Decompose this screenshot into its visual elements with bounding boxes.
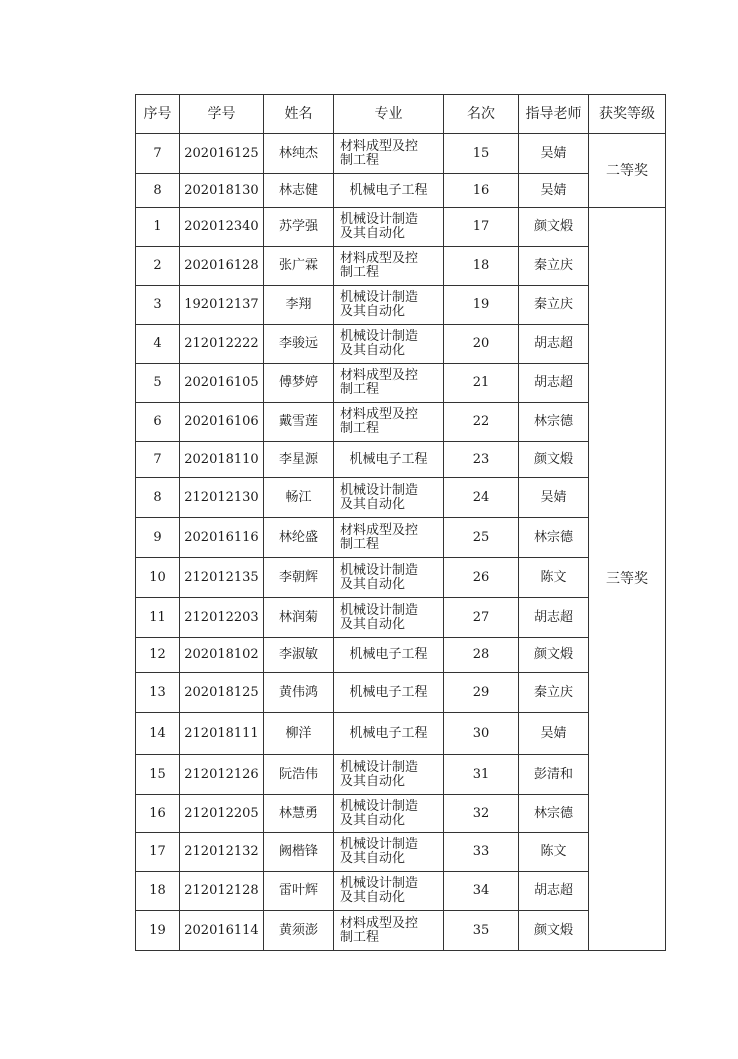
cell-student-id: 212012132: [180, 833, 264, 872]
table-row: [136, 134, 666, 174]
major-line: 材料成型及控: [340, 407, 419, 422]
cell-student-id: 202018110: [180, 442, 264, 478]
cell-student-id: 212018111: [180, 713, 264, 755]
cell-major: [334, 247, 444, 286]
cell-rank: 24: [444, 478, 519, 518]
major-line: 机械电子工程: [349, 647, 428, 662]
cell-rank: 19: [444, 286, 519, 325]
table-row: [136, 286, 666, 325]
cell-name: 李淑敏: [264, 638, 334, 673]
cell-name: 黄伟鸿: [264, 673, 334, 713]
cell-major: [334, 442, 444, 478]
cell-seq: 11: [136, 598, 180, 638]
cell-rank: 29: [444, 673, 519, 713]
cell-name: 阙楷锋: [264, 833, 334, 872]
cell-advisor: 胡志超: [519, 872, 589, 911]
major-line: 制工程: [340, 421, 380, 436]
major-line: 机械电子工程: [349, 684, 428, 700]
cell-name: 李朝辉: [264, 558, 334, 598]
cell-student-id: 202016114: [180, 911, 264, 951]
cell-rank: 16: [444, 174, 519, 208]
cell-advisor: 胡志超: [519, 325, 589, 364]
major-line: 及其自动化: [340, 343, 406, 358]
cell-advisor: 秦立庆: [519, 673, 589, 713]
cell-student-id: 212012128: [180, 872, 264, 911]
major-line: 制工程: [340, 265, 380, 280]
cell-rank: 20: [444, 325, 519, 364]
major-line: 机械设计制造: [340, 837, 419, 852]
major-line: 机械设计制造: [340, 562, 419, 578]
cell-name: 林润菊: [264, 598, 334, 638]
table-row: [136, 518, 666, 558]
major-line: 机械设计制造: [340, 876, 419, 891]
cell-major: [334, 558, 444, 598]
major-line: 及其自动化: [340, 616, 406, 632]
table-row: [136, 755, 666, 795]
table-row: [136, 713, 666, 755]
table-row: [136, 872, 666, 911]
cell-seq: 9: [136, 518, 180, 558]
cell-rank: 25: [444, 518, 519, 558]
cell-rank: 27: [444, 598, 519, 638]
major-line: 制工程: [340, 152, 380, 168]
table-body: [136, 134, 666, 951]
cell-major: [334, 134, 444, 174]
header-major: 专业: [334, 95, 444, 134]
cell-student-id: 202016116: [180, 518, 264, 558]
cell-seq: 1: [136, 208, 180, 247]
cell-seq: 2: [136, 247, 180, 286]
table-row: [136, 364, 666, 403]
cell-student-id: 192012137: [180, 286, 264, 325]
table-row: [136, 833, 666, 872]
award-table: [135, 94, 666, 951]
cell-name: 雷叶辉: [264, 872, 334, 911]
major-line: 机械设计制造: [340, 482, 419, 498]
cell-seq: 12: [136, 638, 180, 673]
cell-advisor: 颜文煅: [519, 638, 589, 673]
table-row: [136, 558, 666, 598]
cell-rank: 33: [444, 833, 519, 872]
cell-seq: 4: [136, 325, 180, 364]
cell-advisor: 颜文煅: [519, 442, 589, 478]
cell-student-id: 202016105: [180, 364, 264, 403]
cell-major: [334, 673, 444, 713]
cell-student-id: 202016128: [180, 247, 264, 286]
table-row: [136, 478, 666, 518]
cell-major: [334, 713, 444, 755]
cell-major: [334, 403, 444, 442]
cell-rank: 22: [444, 403, 519, 442]
cell-seq: 13: [136, 673, 180, 713]
major-line: 及其自动化: [340, 773, 406, 789]
major-line: 机械设计制造: [340, 290, 419, 305]
cell-seq: 18: [136, 872, 180, 911]
table-row: [136, 638, 666, 673]
cell-name: 戴雪莲: [264, 403, 334, 442]
cell-student-id: 212012130: [180, 478, 264, 518]
major-line: 机械电子工程: [349, 451, 428, 467]
cell-major: [334, 478, 444, 518]
cell-name: 柳洋: [264, 713, 334, 755]
cell-student-id: 202018102: [180, 638, 264, 673]
cell-seq: 6: [136, 403, 180, 442]
major-line: 材料成型及控: [340, 522, 419, 538]
major-line: 机械设计制造: [340, 798, 419, 814]
cell-advisor: 陈文: [519, 558, 589, 598]
cell-major: [334, 286, 444, 325]
cell-student-id: 202018125: [180, 673, 264, 713]
major-line: 机械电子工程: [349, 182, 428, 198]
cell-advisor: 颜文煅: [519, 911, 589, 951]
cell-rank: 21: [444, 364, 519, 403]
cell-name: 林慧勇: [264, 795, 334, 833]
major-line: 制工程: [340, 929, 380, 945]
cell-advisor: 秦立庆: [519, 286, 589, 325]
header-row: [136, 95, 666, 134]
cell-name: 李骏远: [264, 325, 334, 364]
cell-rank: 18: [444, 247, 519, 286]
cell-award-level: 三等奖: [589, 208, 666, 951]
major-line: 材料成型及控: [340, 251, 419, 266]
cell-major: [334, 364, 444, 403]
cell-advisor: 颜文煅: [519, 208, 589, 247]
cell-rank: 32: [444, 795, 519, 833]
cell-student-id: 202012340: [180, 208, 264, 247]
table-row: [136, 174, 666, 208]
cell-rank: 15: [444, 134, 519, 174]
cell-major: [334, 872, 444, 911]
major-line: 及其自动化: [340, 496, 406, 512]
cell-major: [334, 208, 444, 247]
cell-major: [334, 755, 444, 795]
cell-seq: 7: [136, 134, 180, 174]
cell-seq: 15: [136, 755, 180, 795]
cell-seq: 3: [136, 286, 180, 325]
cell-student-id: 202018130: [180, 174, 264, 208]
table-row: [136, 442, 666, 478]
table-row: [136, 208, 666, 247]
major-line: 制工程: [340, 536, 380, 552]
cell-name: 阮浩伟: [264, 755, 334, 795]
major-line: 及其自动化: [340, 851, 406, 866]
major-line: 及其自动化: [340, 304, 406, 319]
cell-advisor: 林宗德: [519, 403, 589, 442]
table-row: [136, 247, 666, 286]
cell-major: [334, 795, 444, 833]
table-row: [136, 325, 666, 364]
cell-seq: 17: [136, 833, 180, 872]
major-line: 及其自动化: [340, 890, 406, 905]
cell-name: 林纶盛: [264, 518, 334, 558]
cell-advisor: 陈文: [519, 833, 589, 872]
cell-student-id: 202016106: [180, 403, 264, 442]
major-line: 制工程: [340, 382, 380, 397]
cell-advisor: 吴婧: [519, 174, 589, 208]
cell-advisor: 吴婧: [519, 478, 589, 518]
cell-rank: 34: [444, 872, 519, 911]
major-line: 机械设计制造: [340, 759, 419, 775]
cell-advisor: 秦立庆: [519, 247, 589, 286]
table-row: [136, 673, 666, 713]
cell-name: 林志健: [264, 174, 334, 208]
cell-award-level: 二等奖: [589, 134, 666, 208]
cell-name: 李星源: [264, 442, 334, 478]
cell-major: [334, 911, 444, 951]
cell-advisor: 林宗德: [519, 795, 589, 833]
cell-rank: 31: [444, 755, 519, 795]
cell-name: 苏学强: [264, 208, 334, 247]
cell-advisor: 胡志超: [519, 598, 589, 638]
major-line: 材料成型及控: [340, 138, 419, 154]
cell-seq: 7: [136, 442, 180, 478]
cell-rank: 23: [444, 442, 519, 478]
cell-student-id: 212012205: [180, 795, 264, 833]
cell-seq: 19: [136, 911, 180, 951]
cell-seq: 8: [136, 478, 180, 518]
cell-name: 黄须澎: [264, 911, 334, 951]
table-row: [136, 403, 666, 442]
cell-seq: 8: [136, 174, 180, 208]
cell-seq: 5: [136, 364, 180, 403]
cell-student-id: 212012203: [180, 598, 264, 638]
cell-advisor: 林宗德: [519, 518, 589, 558]
major-line: 材料成型及控: [340, 915, 419, 931]
major-line: 及其自动化: [340, 226, 406, 241]
table-row: [136, 795, 666, 833]
cell-rank: 17: [444, 208, 519, 247]
cell-seq: 14: [136, 713, 180, 755]
cell-name: 李翔: [264, 286, 334, 325]
table-row: [136, 598, 666, 638]
cell-rank: 35: [444, 911, 519, 951]
cell-seq: 16: [136, 795, 180, 833]
cell-student-id: 202016125: [180, 134, 264, 174]
header-award-level: 获奖等级: [589, 95, 666, 134]
cell-name: 畅江: [264, 478, 334, 518]
cell-student-id: 212012135: [180, 558, 264, 598]
cell-student-id: 212012222: [180, 325, 264, 364]
header-seq: 序号: [136, 95, 180, 134]
major-line: 机械电子工程: [349, 725, 428, 741]
cell-major: [334, 325, 444, 364]
cell-advisor: 吴婧: [519, 134, 589, 174]
cell-rank: 28: [444, 638, 519, 673]
cell-name: 张广霖: [264, 247, 334, 286]
cell-student-id: 212012126: [180, 755, 264, 795]
cell-name: 林纯杰: [264, 134, 334, 174]
cell-major: [334, 518, 444, 558]
cell-advisor: 彭清和: [519, 755, 589, 795]
major-line: 机械设计制造: [340, 602, 419, 618]
header-student-id: 学号: [180, 95, 264, 134]
major-line: 及其自动化: [340, 812, 406, 828]
cell-major: [334, 833, 444, 872]
cell-advisor: 吴婧: [519, 713, 589, 755]
cell-major: [334, 638, 444, 673]
cell-rank: 26: [444, 558, 519, 598]
header-rank: 名次: [444, 95, 519, 134]
major-line: 机械设计制造: [340, 212, 419, 227]
cell-rank: 30: [444, 713, 519, 755]
header-name: 姓名: [264, 95, 334, 134]
header-advisor: 指导老师: [519, 95, 589, 134]
cell-major: [334, 174, 444, 208]
cell-major: [334, 598, 444, 638]
cell-name: 傅梦婷: [264, 364, 334, 403]
cell-advisor: 胡志超: [519, 364, 589, 403]
major-line: 材料成型及控: [340, 368, 419, 383]
cell-seq: 10: [136, 558, 180, 598]
major-line: 机械设计制造: [340, 329, 419, 344]
major-line: 及其自动化: [340, 576, 406, 592]
table-row: [136, 911, 666, 951]
